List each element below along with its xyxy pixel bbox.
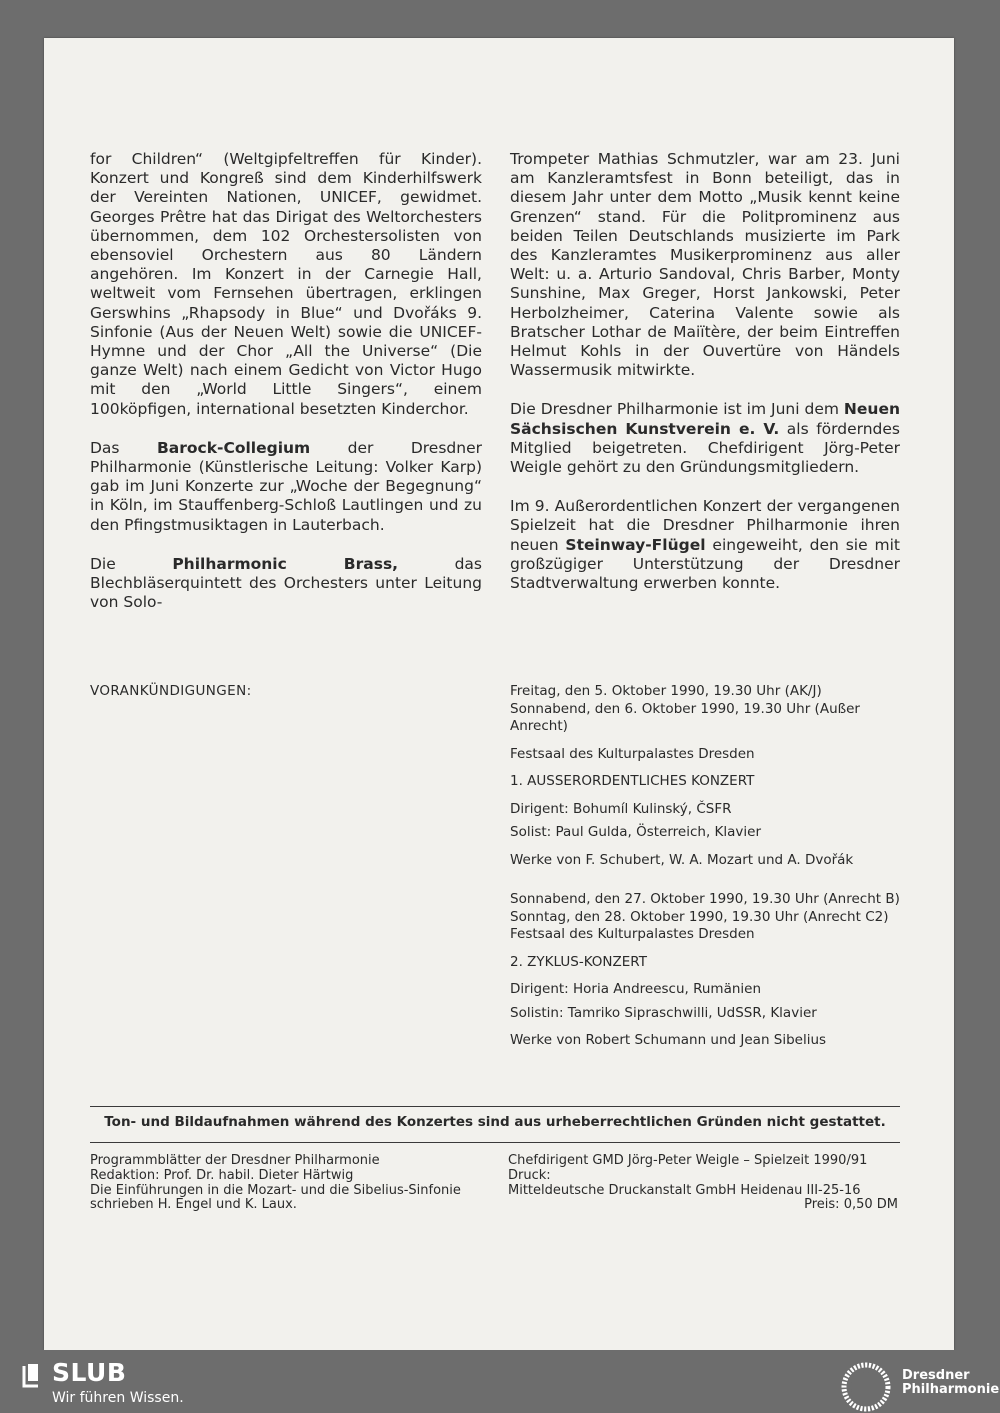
concert-works: Werke von F. Schubert, W. A. Mozart und A. Dvořák (510, 851, 854, 868)
paragraph-barock-collegium (90, 439, 482, 535)
text-span: Im 9. Außerordentlichen Konzert der vergangenen Spielzeit hat die Dresdner Philharmonie ihren neuen (510, 497, 900, 554)
paragraph-kunstverein (510, 400, 900, 477)
right-text-column (510, 150, 900, 613)
colophon-line: Druck: (508, 1167, 551, 1183)
colophon-line: Redaktion: Prof. Dr. habil. Dieter Härtwig (90, 1167, 354, 1183)
concert-date: Sonnabend, den 27. Oktober 1990, 19.30 Uhr (Anrecht B) (510, 891, 900, 907)
text-span: als förderndes Mitglied beigetreten. Chefdirigent Jörg-Peter Weigle gehört zu den Gründungsmitgliedern. (510, 419, 900, 477)
partner-name-line: Philharmonie (902, 1382, 1000, 1397)
partner-name[interactable] (902, 1369, 999, 1397)
concert-title: 1. AUSSERORDENTLICHES KONZERT (510, 773, 755, 789)
recording-notice: Ton- und Bildaufnahmen während des Konzertes sind aus urheberrechtlichen Gründen nicht gestattet. (104, 1114, 886, 1130)
announcements-label: VORANKÜNDIGUNGEN: (90, 683, 252, 699)
concert-date: Sonnabend, den 6. Oktober 1990, 19.30 Uhr (Außer Anrecht) (510, 700, 860, 734)
text-span: der Dresdner Philharmonie (Künstlerische Leitung: Volker Karp) gab im Juni Konzerte zur „Woche der Begegnung“ in Köln, im Stauffenberg-Schloß Lautlingen und zu den Pfingstmusiktagen in Lauterbach. (90, 438, 482, 534)
concert-soloist: Solist: Paul Gulda, Österreich, Klavier (510, 824, 762, 840)
divider-top (90, 1106, 900, 1107)
concert-venue: Festsaal des Kulturpalastes Dresden (510, 745, 755, 762)
concert-announcement-1 (510, 683, 902, 869)
colophon-line: Die Einführungen in die Mozart- und die Sibelius-Sinfonie schrieben H. Engel und K. Laux. (90, 1182, 461, 1213)
colophon-line: Mitteldeutsche Druckanstalt GmbH Heidenau III-25-16 (508, 1182, 861, 1198)
bold-term: Neuen Sächsischen Kunstverein e. V. (510, 400, 900, 438)
partner-name-line: Dresdner (902, 1368, 970, 1383)
concert-conductor: Dirigent: Horia Andreescu, Rumänien (510, 981, 762, 997)
concert-works: Werke von Robert Schumann und Jean Sibelius (510, 1032, 827, 1048)
slub-subtitle: Wir führen Wissen. (52, 1390, 184, 1406)
divider-bottom (90, 1142, 900, 1143)
concert-conductor: Dirigent: Bohumíl Kulinský, ČSFR (510, 800, 732, 817)
concert-title: 2. ZYKLUS-KONZERT (510, 953, 647, 970)
concert-soloist: Solistin: Tamriko Sipraschwilli, UdSSR, Klavier (510, 1004, 817, 1021)
text-span: Die Dresdner Philharmonie ist im Juni dem (510, 400, 844, 419)
colophon-line: Chefdirigent GMD Jörg-Peter Weigle – Spielzeit 1990/91 (508, 1153, 868, 1168)
concert-venue: Festsaal des Kulturpalastes Dresden (510, 926, 755, 942)
paragraph-steinway (510, 497, 900, 593)
paragraph-unicef-concert: for Children“ (Weltgipfeltreffen für Kinder). Konzert und Kongreß sind dem Kinderhilfswerk der Vereinten Nationen, UNICEF, gewidmet. Georges Prêtre hat das Dirigat des Weltorchesters übernommen, dem 102 Orchestersolisten von ebensoviel Orchestern aus 80 Ländern angehören. Im Konzert in der Carnegie Hall, weltweit vom Fernsehen übertragen, erklingen Gerswhins „Rhapsody in Blue“ und Dvořáks 9. Sinfonie (Aus der Neuen Welt) sowie die UNICEF-Hymne und der Chor „All the Universe“ (Die ganze Welt) nach einem Gedicht von Victor Hugo mit den „World Little Singers“, einem 100köpfigen, international besetzten Kinderchor. (90, 150, 482, 418)
text-span: Die (90, 554, 173, 573)
text-span: Das (90, 438, 157, 457)
colophon-right (508, 1154, 898, 1213)
bold-term: Philharmonic Brass, (172, 554, 399, 573)
bold-term: Barock-Collegium (156, 438, 311, 457)
text-span: das Blechbläserquintett des Orchesters unter Leitung von Solo- (90, 554, 482, 612)
document-page (44, 38, 954, 1350)
slub-title[interactable]: SLUB (52, 1358, 127, 1387)
colophon-left (90, 1154, 482, 1213)
concert-date: Sonntag, den 28. Oktober 1990, 19.30 Uhr (Anrecht C2) (510, 908, 889, 925)
colophon-price: Preis: 0,50 DM (804, 1197, 898, 1213)
paragraph-philharmonic-brass (90, 555, 482, 613)
dresdner-philharmonie-logo-icon (840, 1361, 892, 1413)
colophon-line: Programmblätter der Dresdner Philharmonie (90, 1153, 380, 1168)
bold-term: Steinway-Flügel (565, 535, 706, 554)
paragraph-kanzleramtsfest: Trompeter Mathias Schmutzler, war am 23. Juni am Kanzleramtsfest in Bonn beteiligt, das in diesem Jahr unter dem Motto „Musik kennt keine Grenzen“ stand. Für die Politprominenz aus beiden Teilen Deutschlands musizierte im Park des Kanzleramtes Musikerprominenz aus aller Welt: u. a. Arturio Sandoval, Chris Barber, Monty Sunshine, Max Greger, Horst Jankowski, Peter Herbolzheimer, Caterina Valente sowie als Bratscher Lothar de Maiïtère, der beim Eintreffen Helmut Kohls in der Ouvertüre von Händels Wassermusik mitwirkte. (510, 150, 900, 380)
slub-logo-icon (20, 1362, 42, 1388)
footer-bar (0, 1350, 1000, 1410)
left-text-column (90, 150, 482, 632)
text-span: eingeweiht, den sie mit großzügiger Unterstützung der Dresdner Stadtverwaltung erwerben konnte. (510, 535, 900, 593)
concert-date: Freitag, den 5. Oktober 1990, 19.30 Uhr (AK/J) (510, 683, 822, 699)
concert-announcement-2 (510, 891, 902, 1050)
